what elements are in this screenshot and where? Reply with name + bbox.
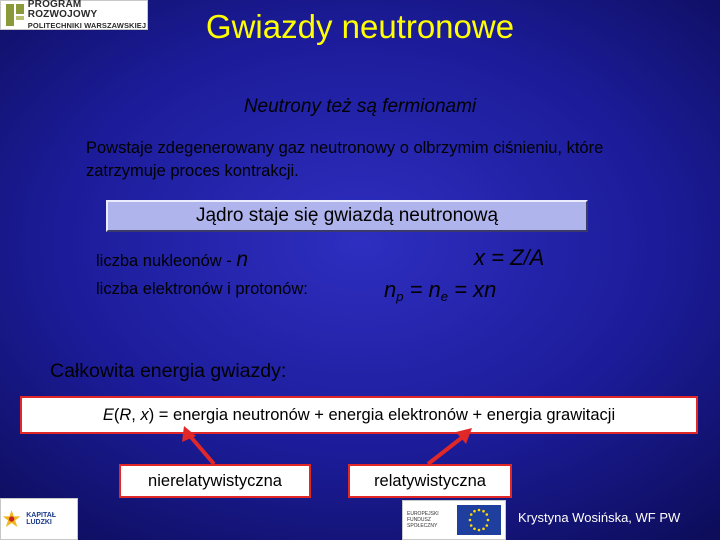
efs-line2: FUNDUSZ SPOŁECZNY	[407, 517, 438, 529]
electron-proton-label: liczba elektronów i protonów:	[96, 280, 308, 298]
eq-comma: ,	[131, 406, 141, 424]
kapital-ludzki-star-icon	[1, 507, 22, 531]
logo-line1: PROGRAM ROZWOJOWY	[27, 0, 98, 21]
formula-np-ne	[384, 277, 496, 304]
banner: Jądro staje się gwiazdą neutronową	[106, 200, 588, 232]
author-credit: Krystyna Wosińska, WF PW	[518, 510, 681, 525]
efs-text	[407, 511, 443, 529]
ne-sub: e	[440, 289, 449, 304]
eq-r: R	[119, 406, 132, 424]
logo-line2: POLITECHNIKI WARSZAWSKIEJ	[27, 21, 147, 31]
slide-title: Gwiazdy neutronowe	[205, 8, 515, 45]
kapital-ludzki-text: KAPITAŁ LUDZKI	[26, 512, 57, 526]
eu-flag-icon	[457, 505, 501, 535]
logo-kapital-ludzki	[0, 498, 78, 540]
np-sub: p	[396, 289, 404, 304]
efs-line1: EUROPEJSKI	[407, 511, 439, 517]
nucleon-count-line	[96, 248, 248, 272]
eq-rhs: = energia neutronów + energia elektronów + energia grawitacji	[154, 406, 616, 424]
eq-x: x	[140, 406, 149, 424]
nucleon-count-var: n	[236, 248, 249, 271]
np-var: n	[384, 277, 397, 302]
ne-eq: = n	[403, 277, 441, 302]
energy-title: Całkowita energia gwiazdy:	[50, 360, 287, 382]
logo-efs	[402, 500, 506, 540]
eq-open: (	[113, 406, 120, 424]
energy-equation-box	[20, 396, 698, 434]
formula-x: x = Z/A	[474, 245, 545, 270]
slide-subtitle: Neutrony też są fermionami	[243, 96, 477, 117]
tag-nonrelativistic: nierelatywistyczna	[119, 464, 311, 498]
eq-e: E	[102, 406, 114, 424]
tag-relativistic: relatywistyczna	[348, 464, 512, 498]
paragraph: Powstaje zdegenerowany gaz neutronowy o olbrzymim ciśnieniu, które zatrzymuje proces kontrakcji.	[86, 139, 604, 180]
xn-eq: = xn	[448, 277, 497, 302]
eq-close: )	[148, 406, 155, 424]
nucleon-count-label: liczba nukleonów -	[96, 252, 237, 270]
